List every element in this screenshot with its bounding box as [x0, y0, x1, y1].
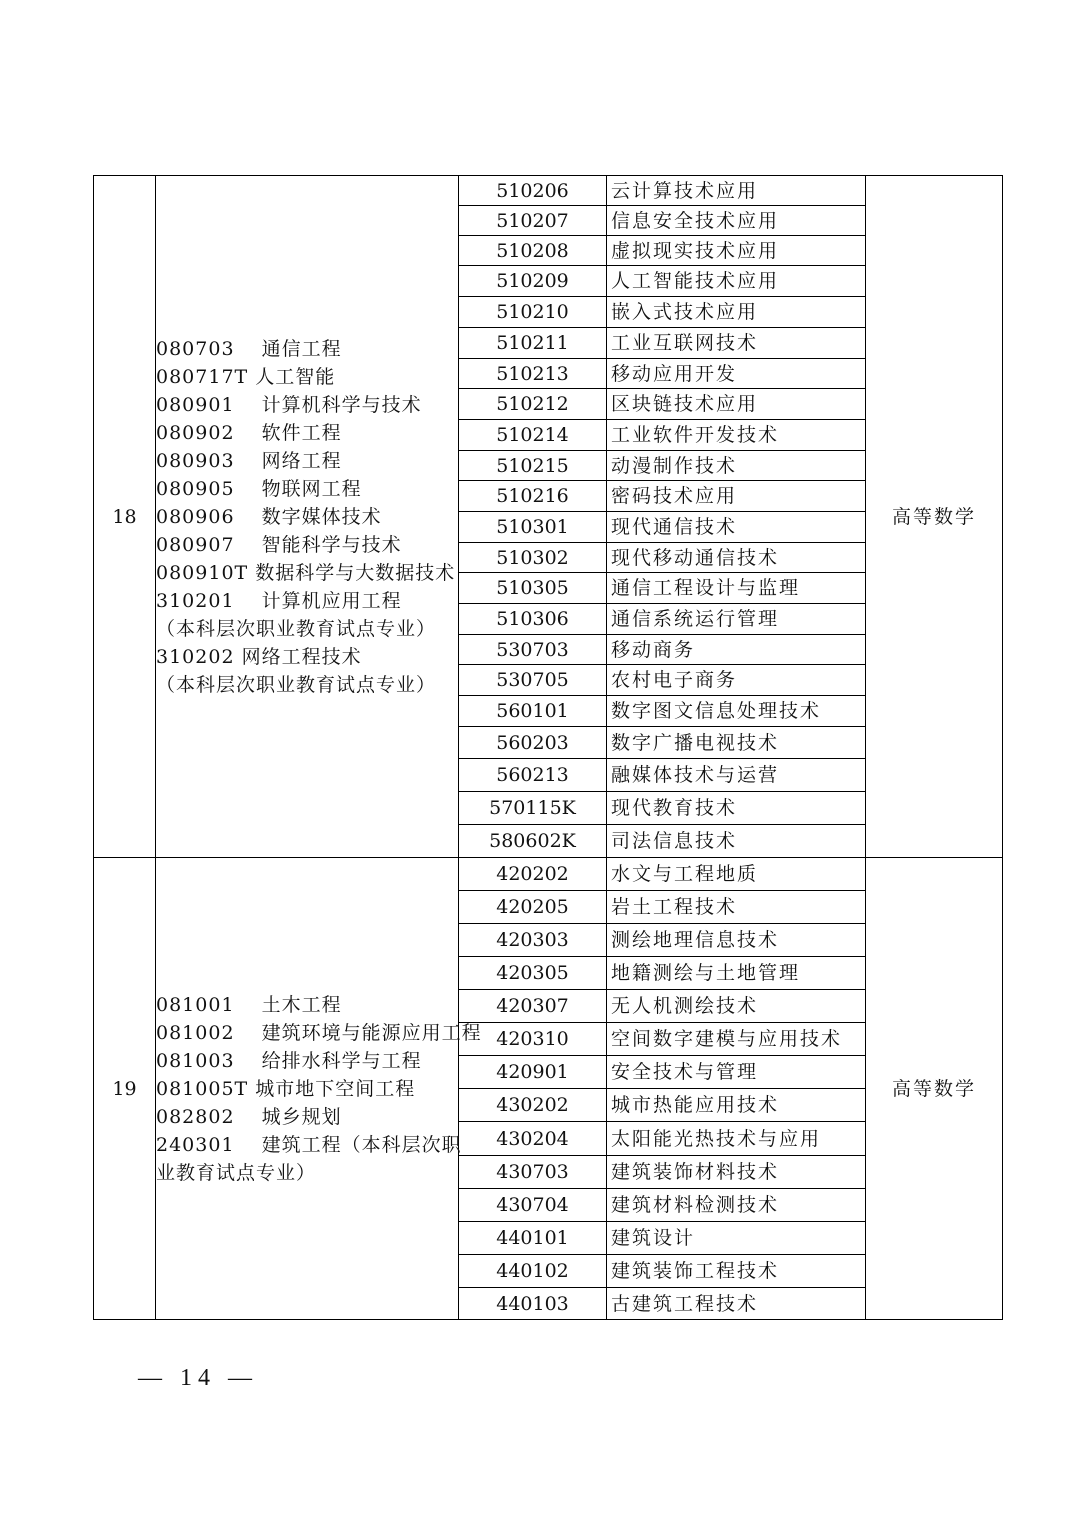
undergrad-major-line: 080905 物联网工程: [156, 477, 362, 500]
vocational-major-name: 移动应用开发: [607, 359, 866, 389]
vocational-major-name: 空间数字建模与应用技术: [607, 1023, 866, 1056]
vocational-major-code: 530703: [459, 635, 607, 665]
vocational-major-name: 人工智能技术应用: [607, 266, 866, 297]
undergrad-major-line: 081005T 城市地下空间工程: [156, 1077, 416, 1100]
vocational-major-name: 动漫制作技术: [607, 451, 866, 481]
vocational-major-name: 云计算技术应用: [607, 176, 866, 206]
page-number: — 14 —: [138, 1365, 258, 1391]
vocational-major-name: 现代通信技术: [607, 512, 866, 543]
vocational-major-code: 420901: [459, 1056, 607, 1089]
vocational-major-code: 510306: [459, 604, 607, 635]
vocational-major-code: 420303: [459, 924, 607, 957]
vocational-major-code: 420307: [459, 990, 607, 1023]
vocational-major-name: 区块链技术应用: [607, 389, 866, 420]
undergrad-major-line: 080910T 数据科学与大数据技术: [156, 561, 456, 584]
vocational-major-name: 岩土工程技术: [607, 891, 866, 924]
vocational-major-code: 430204: [459, 1122, 607, 1156]
undergrad-major-line: 310202 网络工程技术: [156, 645, 362, 668]
vocational-major-code: 420205: [459, 891, 607, 924]
undergrad-major-line: 080717T 人工智能: [156, 365, 336, 388]
table-body: [94, 176, 1003, 1320]
vocational-major-name: 地籍测绘与土地管理: [607, 957, 866, 990]
vocational-major-name: 信息安全技术应用: [607, 206, 866, 236]
vocational-major-name: 现代教育技术: [607, 792, 866, 825]
vocational-major-code: 510212: [459, 389, 607, 420]
exam-subject: 高等数学: [866, 176, 1003, 858]
vocational-major-code: 510207: [459, 206, 607, 236]
vocational-major-name: 通信系统运行管理: [607, 604, 866, 635]
undergrad-major-line: 080703 通信工程: [156, 337, 342, 360]
vocational-major-name: 数字图文信息处理技术: [607, 696, 866, 727]
vocational-major-name: 农村电子商务: [607, 665, 866, 696]
undergrad-major-line: 业教育试点专业）: [156, 1161, 317, 1184]
vocational-major-code: 510302: [459, 543, 607, 573]
vocational-major-code: 510215: [459, 451, 607, 481]
vocational-major-code: 530705: [459, 665, 607, 696]
vocational-major-code: 440102: [459, 1255, 607, 1288]
vocational-major-name: 城市热能应用技术: [607, 1089, 866, 1122]
table-row: [94, 176, 1003, 206]
undergrad-major-line: 240301 建筑工程（本科层次职: [156, 1133, 462, 1156]
vocational-major-name: 建筑装饰材料技术: [607, 1156, 866, 1189]
vocational-major-name: 司法信息技术: [607, 825, 866, 858]
vocational-major-name: 通信工程设计与监理: [607, 573, 866, 604]
undergrad-major-line: （本科层次职业教育试点专业）: [156, 617, 437, 640]
vocational-major-name: 数字广播电视技术: [607, 727, 866, 759]
vocational-major-code: 440103: [459, 1288, 607, 1320]
vocational-major-code: 570115K: [459, 792, 607, 825]
vocational-major-name: 融媒体技术与运营: [607, 759, 866, 792]
vocational-major-code: 440101: [459, 1222, 607, 1255]
vocational-major-name: 移动商务: [607, 635, 866, 665]
vocational-major-code: 510305: [459, 573, 607, 604]
vocational-major-code: 560213: [459, 759, 607, 792]
undergrad-majors-cell: [156, 858, 482, 1320]
group-number: 19: [94, 858, 156, 1320]
vocational-major-code: 510206: [459, 176, 607, 206]
vocational-major-name: 无人机测绘技术: [607, 990, 866, 1023]
vocational-major-name: 古建筑工程技术: [607, 1288, 866, 1320]
vocational-major-name: 安全技术与管理: [607, 1056, 866, 1089]
vocational-major-code: 510211: [459, 328, 607, 359]
vocational-major-name: 太阳能光热技术与应用: [607, 1122, 866, 1156]
vocational-major-name: 建筑装饰工程技术: [607, 1255, 866, 1288]
undergrad-major-line: 310201 计算机应用工程: [156, 589, 402, 612]
vocational-major-name: 测绘地理信息技术: [607, 924, 866, 957]
vocational-major-name: 虚拟现实技术应用: [607, 236, 866, 266]
undergrad-major-line: 081002 建筑环境与能源应用工程: [156, 1021, 482, 1044]
group-number: 18: [94, 176, 156, 858]
vocational-major-name: 密码技术应用: [607, 481, 866, 512]
vocational-major-code: 420310: [459, 1023, 607, 1056]
undergrad-major-line: 080901 计算机科学与技术: [156, 393, 422, 416]
undergrad-major-line: 080906 数字媒体技术: [156, 505, 382, 528]
vocational-major-code: 430704: [459, 1189, 607, 1222]
vocational-major-name: 工业软件开发技术: [607, 420, 866, 451]
undergrad-major-line: 080907 智能科学与技术: [156, 533, 402, 556]
vocational-major-code: 510209: [459, 266, 607, 297]
vocational-major-name: 建筑材料检测技术: [607, 1189, 866, 1222]
undergrad-major-line: 081001 土木工程: [156, 993, 342, 1016]
vocational-major-code: 420202: [459, 858, 607, 891]
undergrad-major-line: 082802 城乡规划: [156, 1105, 342, 1128]
vocational-major-name: 水文与工程地质: [607, 858, 866, 891]
vocational-major-code: 420305: [459, 957, 607, 990]
vocational-major-code: 430703: [459, 1156, 607, 1189]
vocational-major-name: 现代移动通信技术: [607, 543, 866, 573]
undergrad-majors-cell: [156, 176, 459, 858]
undergrad-major-line: （本科层次职业教育试点专业）: [156, 673, 437, 696]
undergrad-major-line: 080902 软件工程: [156, 421, 342, 444]
vocational-major-code: 510213: [459, 359, 607, 389]
vocational-major-name: 嵌入式技术应用: [607, 297, 866, 328]
vocational-major-name: 建筑设计: [607, 1222, 866, 1255]
vocational-major-code: 510216: [459, 481, 607, 512]
table-row: [94, 858, 1003, 891]
vocational-major-code: 510214: [459, 420, 607, 451]
vocational-major-code: 510301: [459, 512, 607, 543]
vocational-major-code: 560101: [459, 696, 607, 727]
vocational-major-code: 510210: [459, 297, 607, 328]
vocational-major-name: 工业互联网技术: [607, 328, 866, 359]
vocational-major-code: 580602K: [459, 825, 607, 858]
undergrad-major-line: 081003 给排水科学与工程: [156, 1049, 422, 1072]
undergrad-major-line: 080903 网络工程: [156, 449, 342, 472]
major-mapping-table: [93, 175, 1003, 1320]
vocational-major-code: 510208: [459, 236, 607, 266]
vocational-major-code: 430202: [459, 1089, 607, 1122]
vocational-major-code: 560203: [459, 727, 607, 759]
exam-subject: 高等数学: [866, 858, 1003, 1320]
